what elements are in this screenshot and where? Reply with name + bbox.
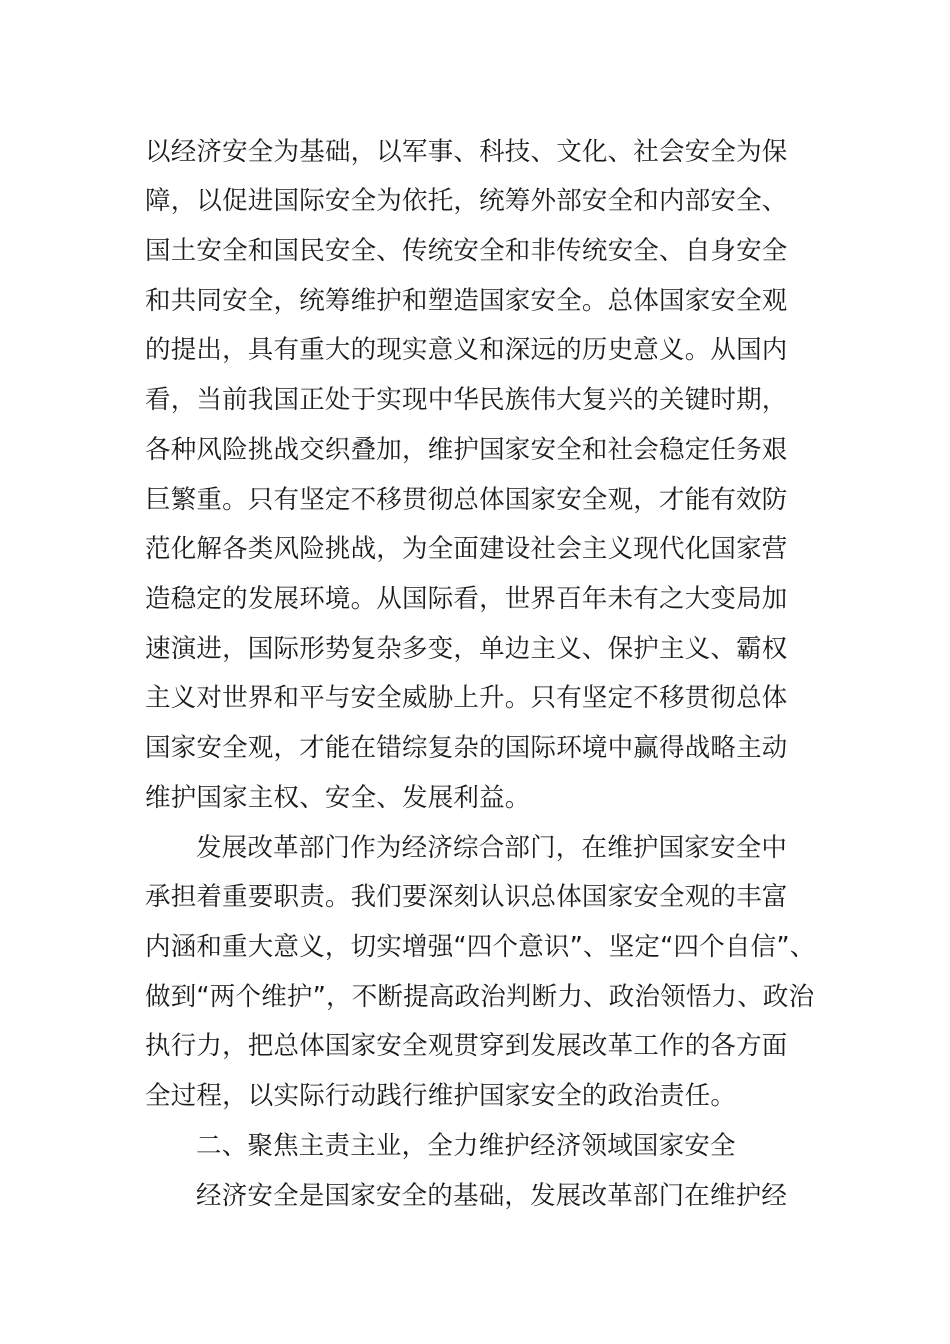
text-line: 维护国家主权、安全、发展利益。 — [145, 783, 531, 813]
text-line: 国家安全观，才能在错综复杂的国际环境中赢得战略主动 — [145, 733, 788, 763]
text-line: 的提出，具有重大的现实意义和深远的历史意义。从国内 — [145, 335, 788, 365]
text-line: 和共同安全，统筹维护和塑造国家安全。总体国家安全观 — [145, 286, 788, 316]
text-line: 障，以促进国际安全为依托，统筹外部安全和内部安全、 — [145, 186, 788, 216]
paragraph-start-line: 发展改革部门作为经济综合部门，在维护国家安全中 — [196, 833, 788, 863]
text-line: 国土安全和国民安全、传统安全和非传统安全、自身安全 — [145, 236, 788, 266]
text-line: 速演进，国际形势复杂多变，单边主义、保护主义、霸权 — [145, 634, 788, 664]
text-line: 主义对世界和平与安全威胁上升。只有坚定不移贯彻总体 — [145, 683, 788, 713]
text-line: 做到“两个维护”，不断提高政治判断力、政治领悟力、政治 — [145, 982, 815, 1012]
paragraph-start-line: 经济安全是国家安全的基础，发展改革部门在维护经 — [196, 1181, 788, 1211]
text-line: 执行力，把总体国家安全观贯穿到发展改革工作的各方面 — [145, 1031, 788, 1061]
text-line: 以经济安全为基础，以军事、科技、文化、社会安全为保 — [145, 137, 788, 167]
text-line: 承担着重要职责。我们要深刻认识总体国家安全观的丰富 — [145, 882, 788, 912]
text-line: 造稳定的发展环境。从国际看，世界百年未有之大变局加 — [145, 584, 788, 614]
text-line: 内涵和重大意义，切实增强“四个意识”、坚定“四个自信”、 — [145, 932, 816, 962]
text-line: 全过程，以实际行动践行维护国家安全的政治责任。 — [145, 1081, 737, 1111]
text-line: 范化解各类风险挑战，为全面建设社会主义现代化国家营 — [145, 534, 788, 564]
text-line: 各种风险挑战交织叠加，维护国家安全和社会稳定任务艰 — [145, 435, 788, 465]
section-heading: 二、聚焦主责主业，全力维护经济领域国家安全 — [196, 1131, 736, 1161]
text-line: 巨繁重。只有坚定不移贯彻总体国家安全观，才能有效防 — [145, 485, 788, 515]
text-line: 看，当前我国正处于实现中华民族伟大复兴的关键时期， — [145, 385, 788, 415]
